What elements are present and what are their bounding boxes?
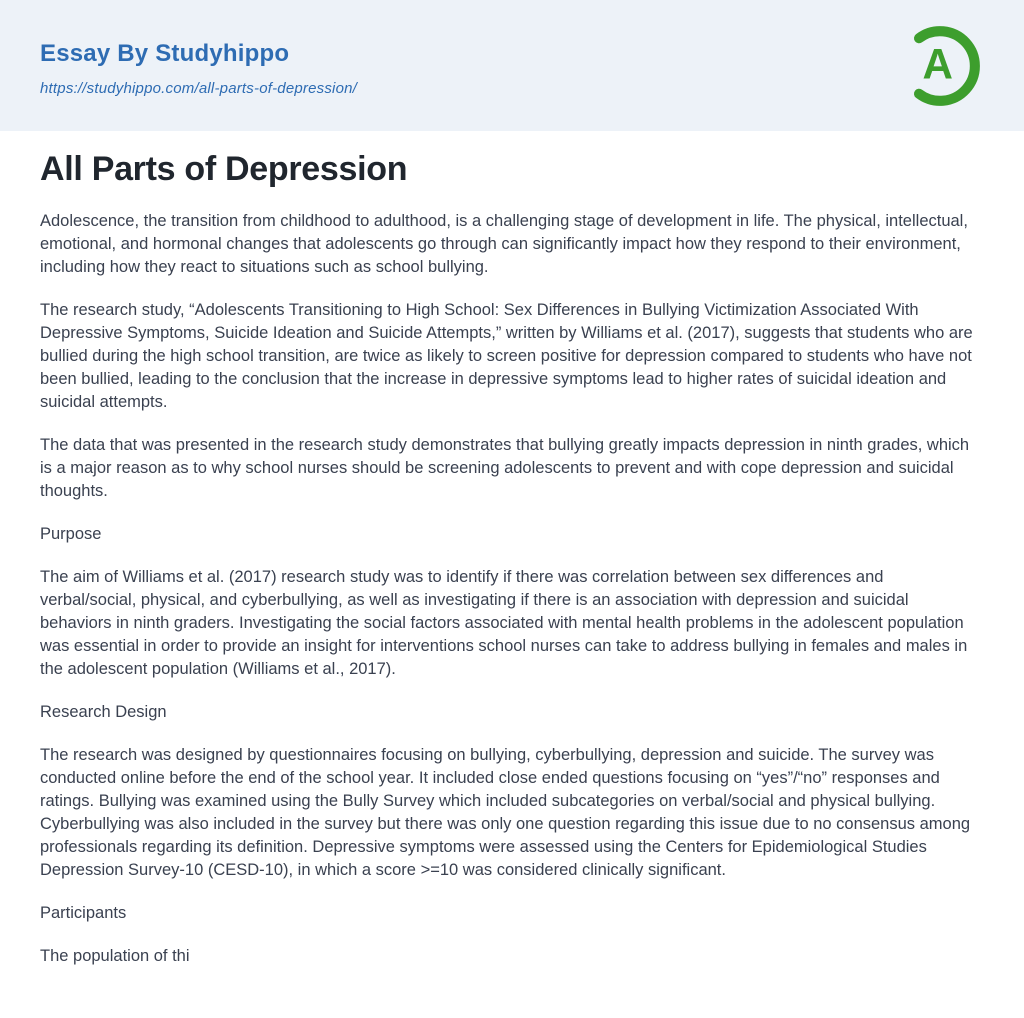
source-url-link[interactable]: https://studyhippo.com/all-parts-of-depression/ [40,80,358,97]
section-heading-participants: Participants [40,904,127,922]
logo-letter: A [922,39,953,87]
header-text-block [40,34,357,97]
paragraph-data-presented: The data that was presented in the research study demonstrates that bullying greatly impacts depression in ninth grades, which is a major reason as to why school nurses should be screening adolescents to prevent and with cope depression and suicidal thoughts. [40,436,970,500]
section-heading-research-design: Research Design [40,703,167,721]
paragraph-participants-truncated: The population of thi [40,947,190,965]
page-title: All Parts of Depression [40,150,408,188]
section-heading-purpose: Purpose [40,525,102,543]
paragraph-research-study: The research study, “Adolescents Transitioning to High School: Sex Differences in Bullying Victimization Associated With Depressive Symptoms, Suicide Ideation and Suicide Attempts,” written by Williams et al. (2017), suggests that students who are bullied during the high school transition, are twice as likely to screen positive for depression compared to students who have not been bullied, leading to the conclusion that the increase in depressive symptoms lead to higher rates of suicidal ideation and suicidal attempts. [40,301,973,411]
page-header [0,0,1024,131]
essay-article [0,131,1024,968]
paragraph-research-design: The research was designed by questionnaires focusing on bullying, cyberbullying, depression and suicide. The survey was conducted online before the end of the school year. It included close ended questions focusing on “yes”/“no” responses and ratings. Bullying was examined using the Bully Survey which included subcategories on verbal/social and physical bullying. Cyberbullying was also included in the survey but there was only one question regarding this issue due to no consensus among professionals regarding its definition. Depressive symptoms were assessed using the Centers for Epidemiological Studies Depression Survey-10 (CESD-10), in which a score >=10 was considered clinically significant. [40,746,971,879]
studyhippo-logo[interactable] [896,22,984,110]
paragraph-intro: Adolescence, the transition from childhood to adulthood, is a challenging stage of development in life. The physical, intellectual, emotional, and hormonal changes that adolescents go through can significantly impact how they respond to their environment, including how they react to situations such as school bullying. [40,212,968,276]
site-title: Essay By Studyhippo [40,40,290,67]
paragraph-purpose: The aim of Williams et al. (2017) research study was to identify if there was correlation between sex differences and verbal/social, physical, and cyberbullying, as well as investigating if there is an association with depression and suicidal behaviors in ninth graders. Investigating the social factors associated with mental health problems in the adolescent population was essential in order to provide an insight for interventions school nurses can take to address bullying in females and males in the adolescent population (Williams et al., 2017). [40,568,968,678]
